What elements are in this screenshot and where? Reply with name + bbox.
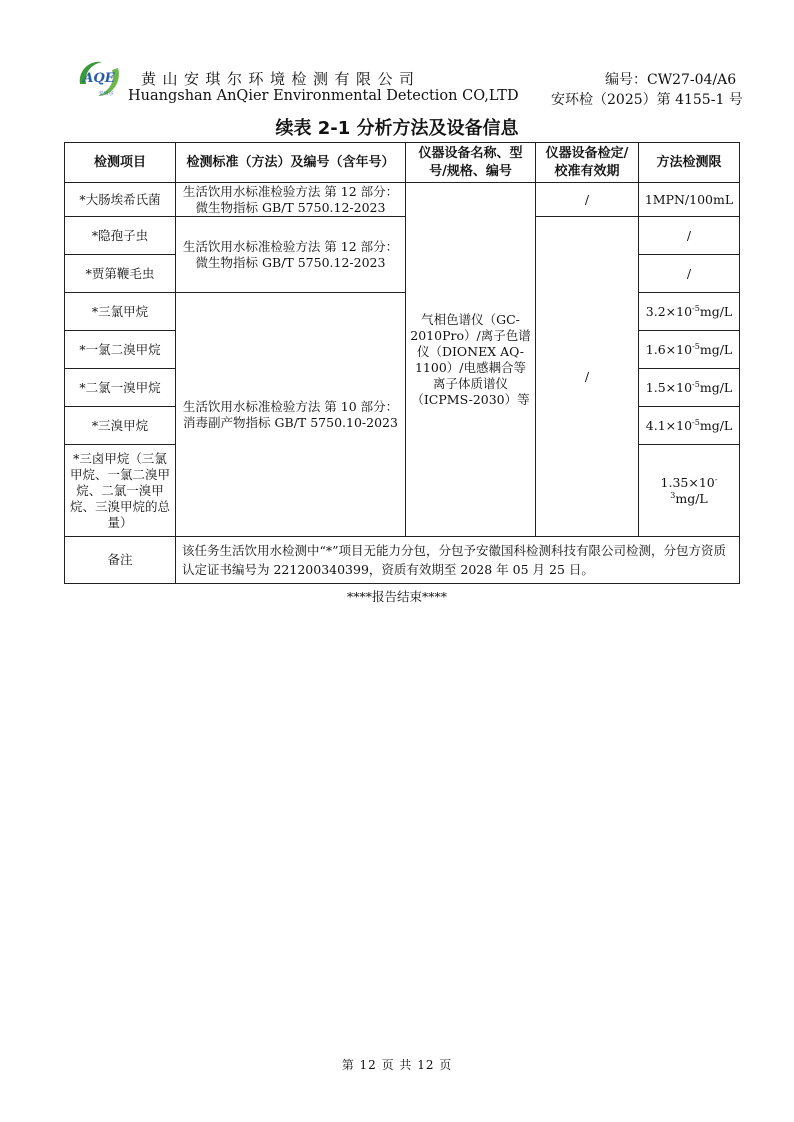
header-standard: 检测标准（方法）及编号（含年号）	[176, 143, 406, 183]
remark-row	[65, 537, 740, 584]
item-cell: *三卤甲烷（三氯甲烷、一氯二溴甲烷、二氯一溴甲烷、三溴甲烷的总量）	[65, 445, 176, 537]
company-name-cn: 黄山安琪尔环境检测有限公司	[141, 70, 421, 88]
item-cell: *二氯一溴甲烷	[65, 369, 176, 407]
remark-text: 该任务生活饮用水检测中“*”项目无能力分包，分包予安徽国科检测科技有限公司检测，分包方资质认定证书编号为 221200340399，资质有效期至 2028 年 05 月 25 日。	[176, 537, 740, 584]
instrument-cell: 气相色谱仪（GC-2010Pro）/离子色谱仪（DIONEX AQ-1100）/电感耦合等离子体质谱仪（ICPMS-2030）等	[406, 183, 536, 537]
limit-cell: /	[639, 217, 740, 255]
item-cell: *三溴甲烷	[65, 407, 176, 445]
limit-unit: mg/L	[699, 341, 733, 357]
limit-cell	[639, 369, 740, 407]
remark-label: 备注	[65, 537, 176, 584]
standard-cell: 生活饮用水标准检验方法 第 10 部分：消毒副产物指标 GB/T 5750.10-2023	[176, 293, 406, 537]
page-title: 续表 2-1 分析方法及设备信息	[275, 118, 519, 139]
limit-unit: mg/L	[699, 303, 733, 319]
limit-unit: mg/L	[699, 379, 733, 395]
limit-base: 1.5×10	[645, 379, 693, 395]
limit-cell: /	[639, 255, 740, 293]
calibration-cell: /	[536, 217, 639, 537]
table-row	[65, 183, 740, 217]
company-name-en: Huangshan AnQier Environmental Detection CO,LTD	[128, 88, 519, 104]
limit-cell	[639, 293, 740, 331]
table-header-row	[65, 143, 740, 183]
item-cell: *一氯二溴甲烷	[65, 331, 176, 369]
limit-exponent: -5	[692, 341, 700, 351]
standard-cell: 生活饮用水标准检验方法 第 12 部分：微生物指标 GB/T 5750.12-2023	[176, 217, 406, 293]
limit-cell	[639, 445, 740, 537]
header-calibration: 仪器设备检定/校准有效期	[536, 143, 639, 183]
table-row	[65, 217, 740, 255]
logo-text: AQE	[83, 71, 115, 86]
header-instrument: 仪器设备名称、型号/规格、编号	[406, 143, 536, 183]
table-row	[65, 293, 740, 331]
limit-exponent: -3	[670, 474, 718, 500]
limit-base: 1.35×10	[660, 474, 715, 490]
logo-subtext: 安琪尔	[98, 91, 114, 97]
document-code: 编号：CW27-04/A6	[605, 72, 737, 88]
limit-base: 4.1×10	[645, 417, 693, 433]
limit-exponent: -5	[692, 303, 700, 313]
item-cell: *大肠埃希氏菌	[65, 183, 176, 217]
item-cell: *隐孢子虫	[65, 217, 176, 255]
limit-base: 3.2×10	[645, 303, 693, 319]
header-item: 检测项目	[65, 143, 176, 183]
report-end-marker: ****报告结束****	[346, 589, 447, 604]
calibration-cell: /	[536, 183, 639, 217]
limit-unit: mg/L	[675, 490, 708, 506]
limit-unit: mg/L	[699, 417, 733, 433]
item-cell: *三氯甲烷	[65, 293, 176, 331]
limit-cell	[639, 331, 740, 369]
limit-exponent: -5	[692, 379, 700, 389]
limit-cell	[639, 407, 740, 445]
report-number: 安环检（2025）第 4155-1 号	[551, 92, 743, 108]
standard-cell: 生活饮用水标准检验方法 第 12 部分：微生物指标 GB/T 5750.12-2023	[176, 183, 406, 217]
limit-exponent: -5	[692, 417, 700, 427]
limit-base: 1.6×10	[645, 341, 693, 357]
limit-cell: 1MPN/100mL	[639, 183, 740, 217]
item-cell: *贾第鞭毛虫	[65, 255, 176, 293]
analysis-methods-table	[64, 142, 740, 584]
header-limit: 方法检测限	[639, 143, 740, 183]
page-number: 第 12 页 共 12 页	[341, 1058, 453, 1072]
company-logo	[76, 58, 122, 100]
